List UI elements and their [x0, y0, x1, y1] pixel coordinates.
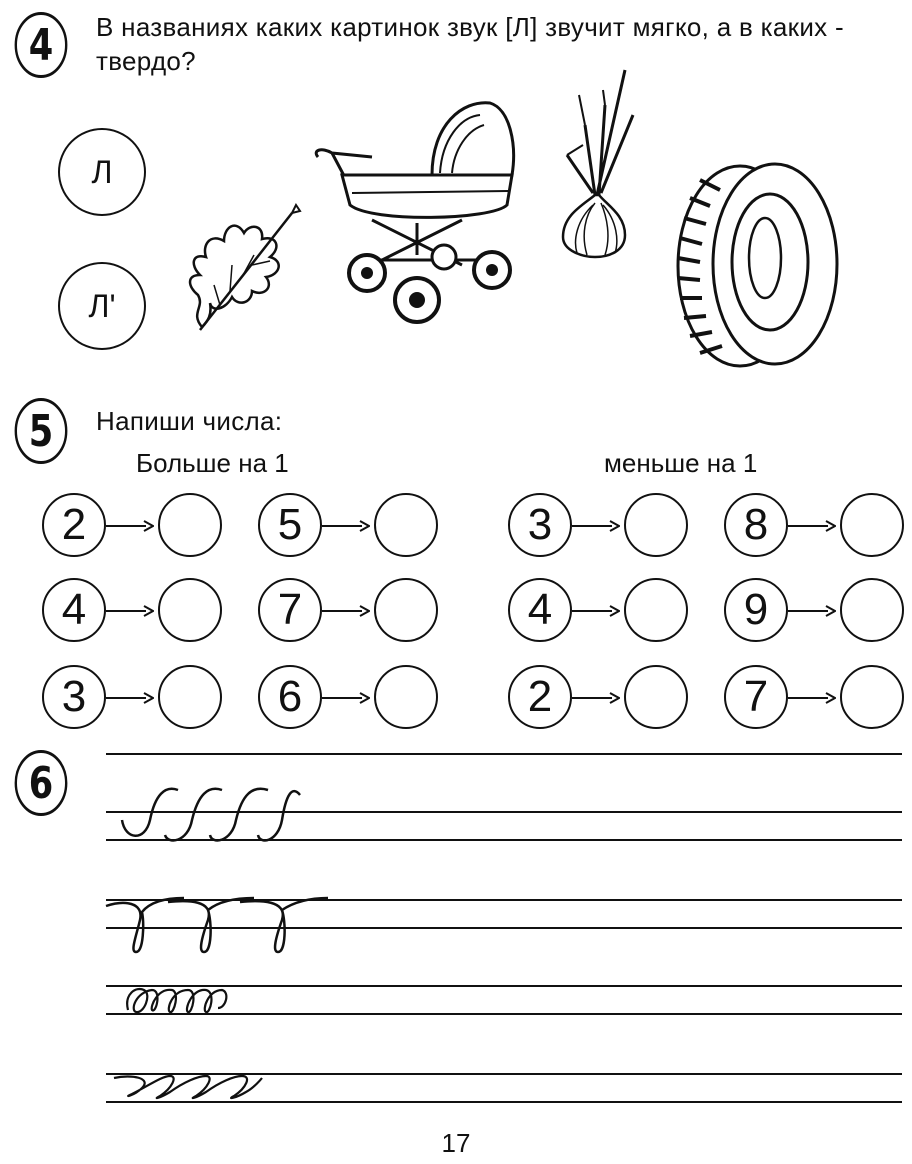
more-right-number: 5	[277, 500, 303, 549]
sound-hard-label: Л	[91, 153, 113, 190]
more-right-number: 7	[277, 585, 303, 634]
more-left-number: 4	[61, 585, 87, 634]
less-right-number: 7	[743, 672, 769, 721]
less-right-number: 8	[743, 500, 769, 549]
less-left-number: 3	[527, 500, 553, 549]
more-left-number: 2	[61, 500, 87, 549]
pattern-small-loops	[122, 984, 242, 1018]
sound-soft-label: Л'	[88, 287, 116, 324]
more-left-number: 3	[61, 672, 87, 721]
more-by-one-heading: Больше на 1	[136, 448, 289, 478]
task-5-instruction: Напиши числа:	[96, 406, 283, 436]
pattern-lying-loops	[112, 1068, 272, 1104]
pattern-s-waves	[110, 780, 310, 850]
more-right-number: 6	[277, 672, 303, 721]
page-number: 17	[441, 1128, 471, 1158]
less-by-one-heading: меньше на 1	[604, 448, 758, 478]
less-left-number: 2	[527, 672, 553, 721]
task-4-number: 4	[28, 19, 54, 71]
task-5-number: 5	[28, 405, 54, 457]
task-6-number: 6	[28, 757, 54, 809]
pattern-loops-down	[104, 892, 334, 962]
less-right-number: 9	[743, 585, 769, 634]
task-4-question: В названиях каких картинок звук [Л] звучит мягко, а в каких - твердо?	[96, 12, 844, 76]
less-left-number: 4	[527, 585, 553, 634]
